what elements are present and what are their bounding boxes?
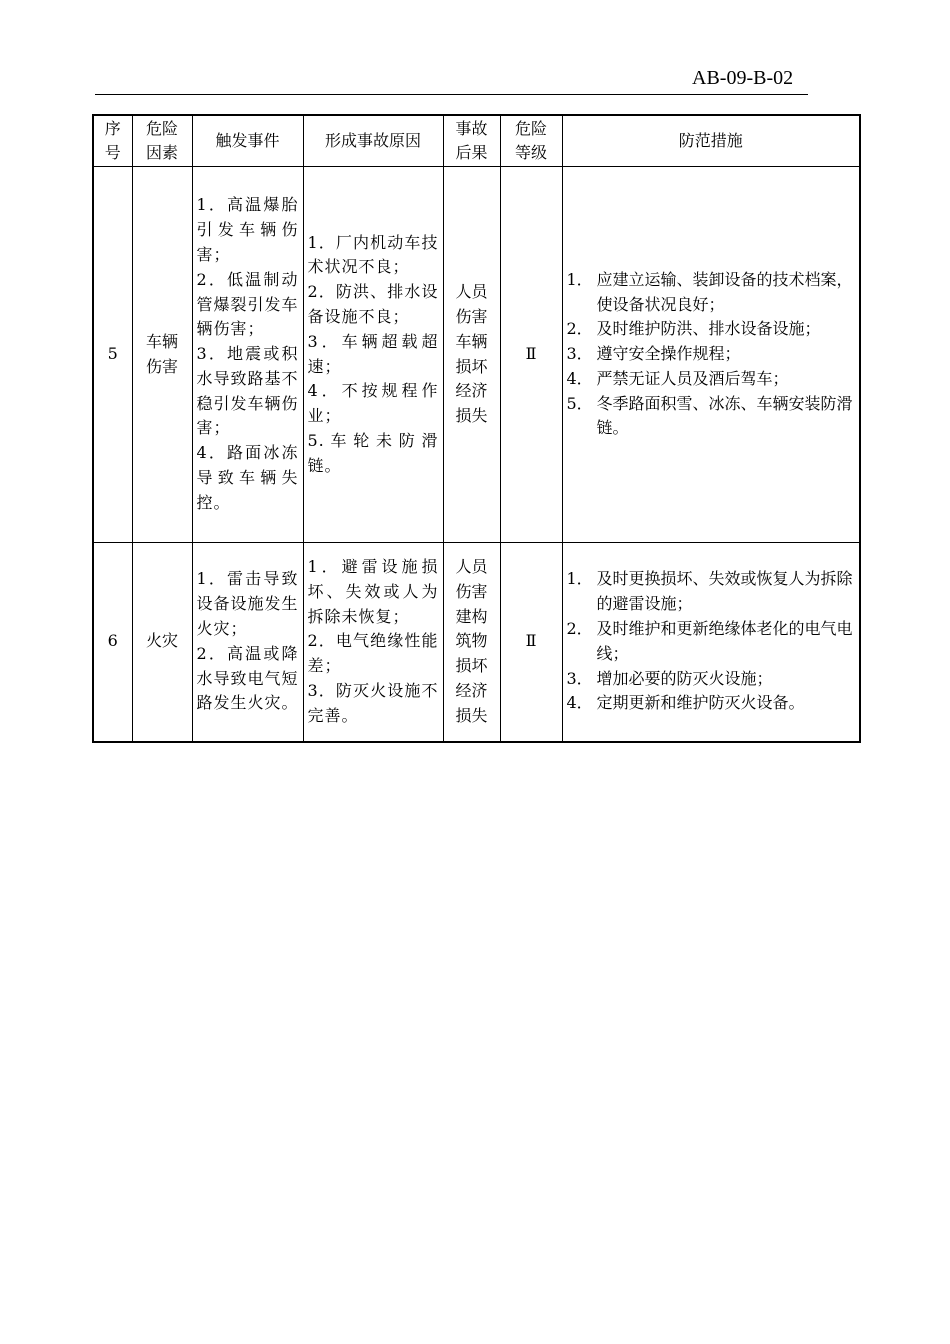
cause-item: 2．电气绝缘性能差； <box>307 631 439 676</box>
cause-item: 5.车轮未防滑链。 <box>307 430 439 475</box>
cause-item: 2．防洪、排水设备设施不良； <box>307 282 439 326</box>
header-trigger: 触发事件 <box>192 115 303 167</box>
row-consequence: 人员 伤害 建构 筑物 损坏 经济 损失 <box>443 543 500 742</box>
row-measures <box>562 543 860 742</box>
table-row <box>93 167 860 543</box>
header-rule <box>95 94 808 95</box>
header-cause: 形成事故原因 <box>303 115 443 167</box>
trigger-item: 3．地震或积水导致路基不稳引发车辆伤害； <box>196 344 299 438</box>
trigger-item: 2．低温制动管爆裂引发车辆伤害； <box>196 269 299 339</box>
measure-item: 2． 及时维护防洪、排水设备设施； <box>566 319 821 339</box>
row-triggers <box>192 167 303 543</box>
cause-item: 4．不按规程作业； <box>307 381 439 426</box>
trigger-item: 1．雷击导致设备设施发生火灾； <box>196 569 299 638</box>
row-level: Ⅱ <box>500 167 562 543</box>
row-hazard: 火灾 <box>132 543 192 742</box>
measure-item: 4． 定期更新和维护防灭火设备。 <box>566 693 805 713</box>
header-level: 危险 等级 <box>500 115 562 167</box>
measure-item: 1． 及时更换损坏、失效或恢复人为拆除的避雷设施； <box>566 569 853 614</box>
measure-item: 2． 及时维护和更新绝缘体老化的电气电线； <box>566 618 853 663</box>
row-seq: 6 <box>93 543 132 742</box>
measure-item: 3． 增加必要的防灭火设施； <box>566 668 773 688</box>
header-consequence: 事故 后果 <box>443 115 500 167</box>
trigger-item: 1．高温爆胎引发车辆伤害； <box>196 195 299 264</box>
row-seq: 5 <box>93 167 132 543</box>
hazard-table <box>92 114 861 743</box>
document-code: AB-09-B-02 <box>692 67 794 89</box>
row-causes <box>303 543 443 742</box>
header-measures: 防范措施 <box>562 115 860 167</box>
measure-item: 5． 冬季路面积雪、冰冻、车辆安装防滑链。 <box>566 393 853 438</box>
header-hazard: 危险 因素 <box>132 115 192 167</box>
row-measures <box>562 167 860 543</box>
measure-item: 1． 应建立运输、装卸设备的技术档案，使设备状况良好； <box>566 269 853 314</box>
cause-item: 3．车辆超载超速； <box>307 331 439 376</box>
measure-item: 3． 遵守安全操作规程； <box>566 344 741 364</box>
row-causes <box>303 167 443 543</box>
header-row <box>93 115 860 167</box>
cause-item: 1．厂内机动车技术状况不良； <box>307 232 439 277</box>
row-level: Ⅱ <box>500 543 562 742</box>
cause-item: 1．避雷设施损坏、失效或人为拆除未恢复； <box>307 556 439 626</box>
measure-item: 4． 严禁无证人员及酒后驾车； <box>566 368 789 388</box>
table-row <box>93 543 860 742</box>
row-triggers <box>192 543 303 742</box>
trigger-item: 4．路面冰冻导致车辆失控。 <box>196 443 299 512</box>
header-seq: 序 号 <box>93 115 132 167</box>
cause-item: 3．防灭火设施不完善。 <box>307 680 439 725</box>
row-consequence: 人员 伤害 车辆 损坏 经济 损失 <box>443 167 500 543</box>
row-hazard: 车辆 伤害 <box>132 167 192 543</box>
trigger-item: 2．高温或降水导致电气短路发生火灾。 <box>196 643 299 713</box>
